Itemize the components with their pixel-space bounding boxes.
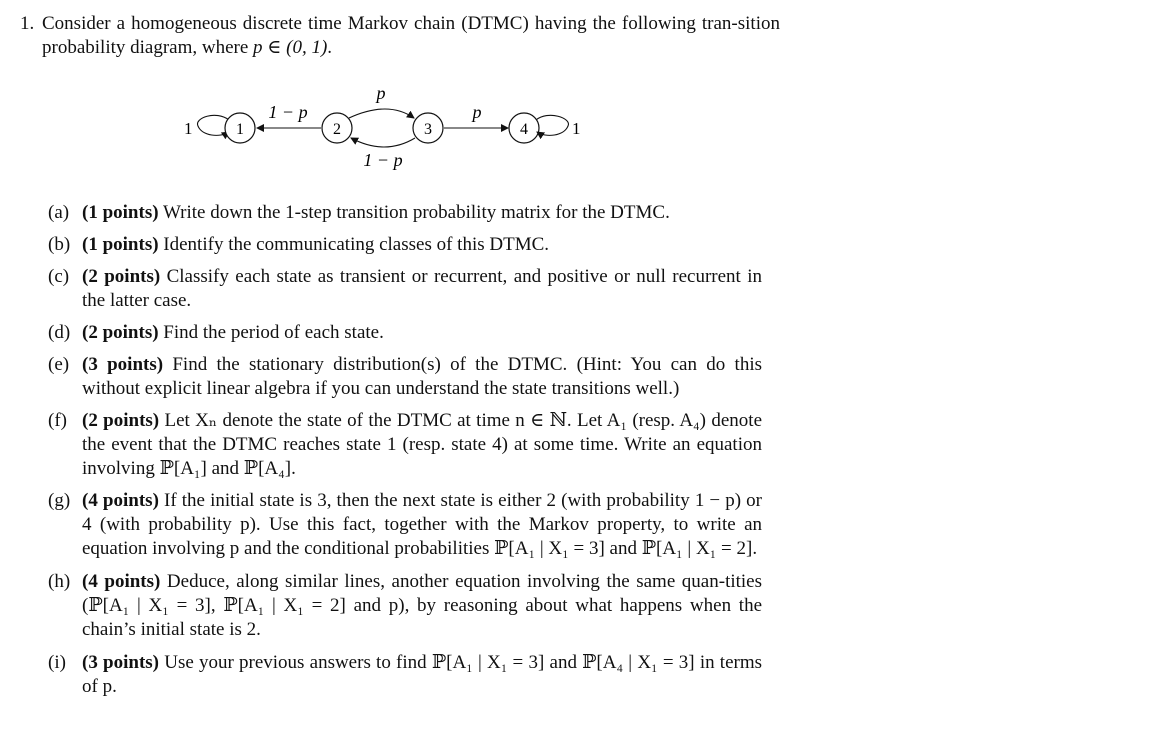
part-label: (a) (48, 202, 70, 223)
part-i (48, 651, 762, 699)
part-text: Find the stationary distribution(s) of the DTMC. (Hint: You can do this without explicit linear algebra if you can understand the state transitions well.) (82, 354, 762, 399)
part-points: (4 points) (82, 571, 161, 592)
part-label: (c) (48, 266, 70, 287)
part-c (48, 265, 762, 313)
markov-chain-diagram (170, 80, 620, 180)
part-text: Let Xₙ denote the state of the DTMC at time n ∈ ℕ. Let A₁ (resp. A₄) denote the event that the DTMC reaches state 1 (resp. state 4) at some time. Write an equation involving ℙ[A₁] and ℙ[A₄]. (82, 410, 763, 479)
part-points: (1 points) (82, 202, 159, 223)
part-text: If the initial state is 3, then the next state is either 2 (with probability 1 − p) or 4 (with probability p). Use this fact, together with the Markov property, to write an equation involving p and the conditional probabilities ℙ[A₁ | X₁ = 3] and ℙ[A₁ | X₁ = 2]. (82, 490, 762, 559)
part-label: (d) (48, 322, 71, 343)
intro-text-a: Consider a homogeneous discrete time Markov chain (DTMC) having the following tran-sition probability diagram, where (42, 13, 780, 58)
part-points: (3 points) (82, 354, 164, 375)
part-f (48, 409, 762, 481)
self-loop-1 (198, 115, 229, 135)
part-e (48, 353, 762, 401)
part-text: Identify the communicating classes of this DTMC. (163, 234, 550, 255)
part-text: Use your previous answers to find ℙ[A₁ | X₁ = 3] and ℙ[A₄ | X₁ = 3] in terms of p. (82, 652, 763, 697)
part-points: (2 points) (82, 322, 159, 343)
part-text: Classify each state as transient or recurrent, and positive or null recurrent in the latter case. (82, 266, 763, 311)
part-text: Write down the 1-step transition probability matrix for the DTMC. (162, 202, 670, 223)
state-3-label: 3 (424, 121, 432, 138)
state-1-label: 1 (236, 121, 244, 138)
state-2-label: 2 (333, 121, 341, 138)
part-label: (g) (48, 490, 71, 511)
edge-3-to-2-label: 1 − p (363, 150, 403, 170)
part-points: (4 points) (82, 490, 159, 511)
intro-math: p ∈ (0, 1) (253, 37, 328, 58)
self-loop-4-label: 1 (572, 119, 581, 138)
part-d (48, 321, 762, 345)
self-loop-4 (536, 115, 568, 135)
state-4-label: 4 (520, 121, 528, 138)
edge-3-to-4-label: p (472, 102, 482, 122)
part-points: (2 points) (82, 266, 161, 287)
part-h (48, 570, 762, 642)
part-label: (i) (48, 652, 66, 673)
part-points: (1 points) (82, 234, 159, 255)
question-intro (20, 12, 780, 60)
part-points: (3 points) (82, 652, 159, 673)
part-label: (h) (48, 571, 71, 592)
question-text (42, 12, 780, 60)
part-points: (2 points) (82, 410, 160, 431)
part-label: (f) (48, 410, 67, 431)
edge-2-to-1-label: 1 − p (268, 102, 308, 122)
intro-text-b: . (327, 37, 333, 58)
edge-2-to-3 (349, 109, 414, 118)
question-number: 1. (20, 13, 35, 34)
part-text: Deduce, along similar lines, another equation involving the same quan-tities (ℙ[A₁ | X₁ = 3], ℙ[A₁ | X₁ = 2] and p), by reasoning about what happens when the chain’s initial state is 2. (82, 571, 763, 640)
part-a (48, 201, 762, 225)
part-b (48, 233, 762, 257)
sub-questions (48, 201, 762, 699)
edge-3-to-2 (351, 138, 415, 147)
self-loop-1-label: 1 (184, 119, 193, 138)
edge-2-to-3-label: p (376, 83, 386, 103)
part-label: (e) (48, 354, 70, 375)
part-label: (b) (48, 234, 71, 255)
part-g (48, 489, 762, 561)
part-text: Find the period of each state. (163, 322, 384, 343)
